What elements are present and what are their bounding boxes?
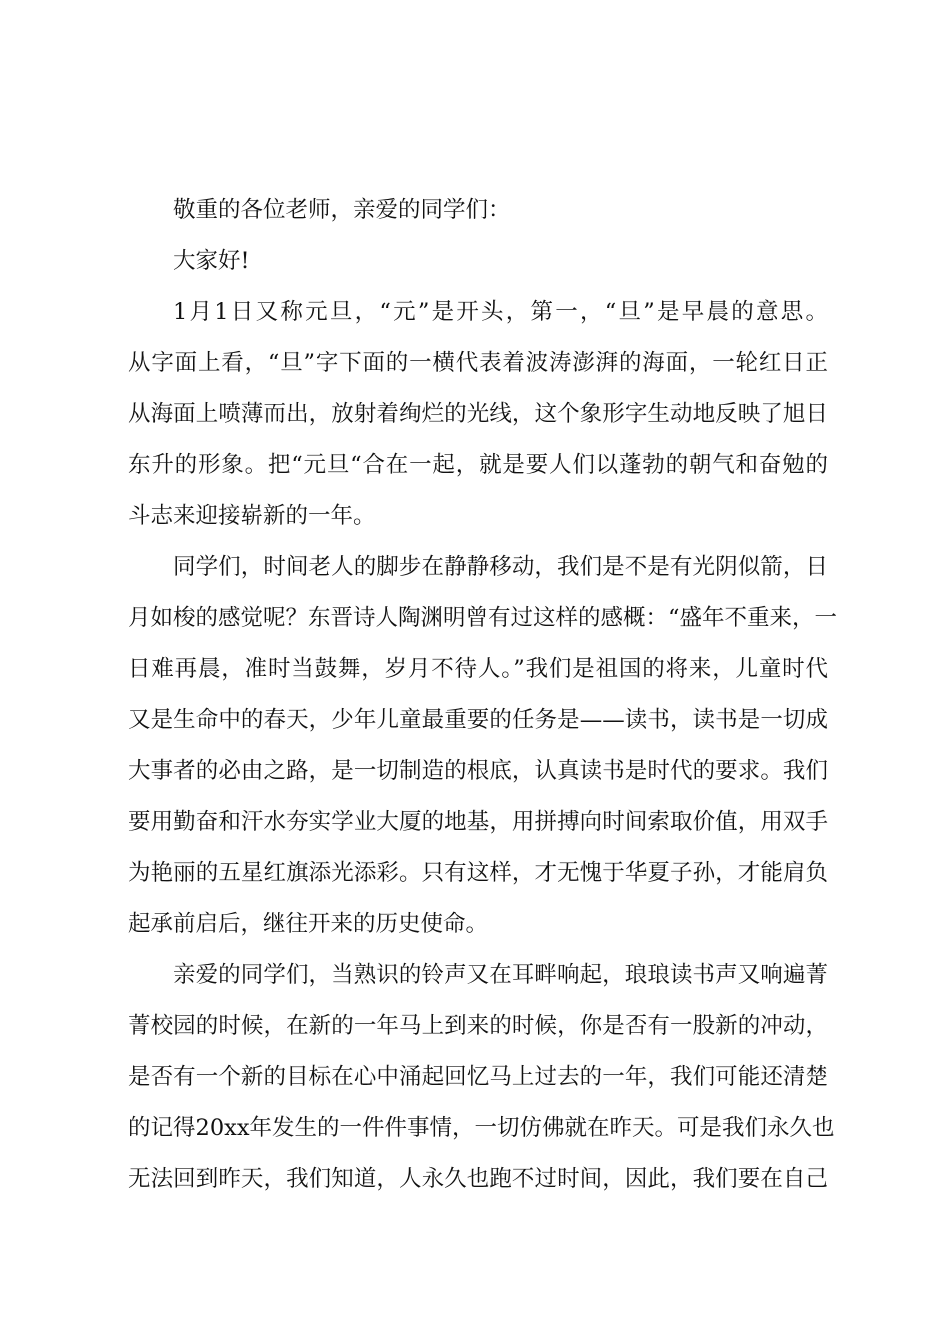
paragraph-2-line-2: 月如梭的感觉呢？东晋诗人陶渊明曾有过这样的感概：“盛年不重来，一: [128, 605, 838, 631]
paragraph-2-line-7: 为艳丽的五星红旗添光添彩。只有这样，才无愧于华夏子孙，才能肩负: [128, 860, 828, 886]
greeting-line: 大家好!: [173, 248, 250, 274]
paragraph-2-line-8: 起承前启后，继往开来的历史使命。: [128, 911, 489, 937]
paragraph-1-line-4: 东升的形象。把“元旦“合在一起，就是要人们以蓬勃的朝气和奋勉的: [128, 452, 828, 478]
paragraph-3-line-1: 亲爱的同学们，当熟识的铃声又在耳畔响起，琅琅读书声又响遍菁: [173, 962, 828, 988]
paragraph-1-line-1: 1月1日又称元旦，“元”是开头，第一，“旦”是早晨的意思。: [173, 299, 828, 325]
salutation-line: 敬重的各位老师，亲爱的同学们：: [173, 197, 511, 223]
paragraph-3-line-4: 的记得20xx年发生的一件件事情，一切仿佛就在昨天。可是我们永久也: [128, 1115, 835, 1141]
paragraph-2-line-6: 要用勤奋和汗水夯实学业大厦的地基，用拼搏向时间索取价值，用双手: [128, 809, 828, 835]
paragraph-3-line-5: 无法回到昨天，我们知道，人永久也跑不过时间，因此，我们要在自己: [128, 1166, 828, 1192]
paragraph-1-line-5: 斗志来迎接崭新的一年。: [128, 503, 376, 529]
paragraph-1-line-2: 从字面上看，“旦”字下面的一横代表着波涛澎湃的海面，一轮红日正: [128, 350, 828, 376]
paragraph-2-line-1: 同学们，时间老人的脚步在静静移动，我们是不是有光阴似箭，日: [173, 554, 828, 580]
paragraph-3-line-2: 菁校园的时候，在新的一年马上到来的时候，你是否有一股新的冲动，: [128, 1013, 828, 1039]
paragraph-2-line-3: 日难再晨，准时当鼓舞，岁月不待人。”我们是祖国的将来，儿童时代: [128, 656, 828, 682]
paragraph-2-line-4: 又是生命中的春天，少年儿童最重要的任务是——读书，读书是一切成: [128, 707, 828, 733]
paragraph-3-line-3: 是否有一个新的目标在心中涌起回忆马上过去的一年，我们可能还清楚: [128, 1064, 828, 1090]
paragraph-2-line-5: 大事者的必由之路，是一切制造的根底，认真读书是时代的要求。我们: [128, 758, 828, 784]
paragraph-1-line-3: 从海面上喷薄而出，放射着绚烂的光线，这个象形字生动地反映了旭日: [128, 401, 828, 427]
